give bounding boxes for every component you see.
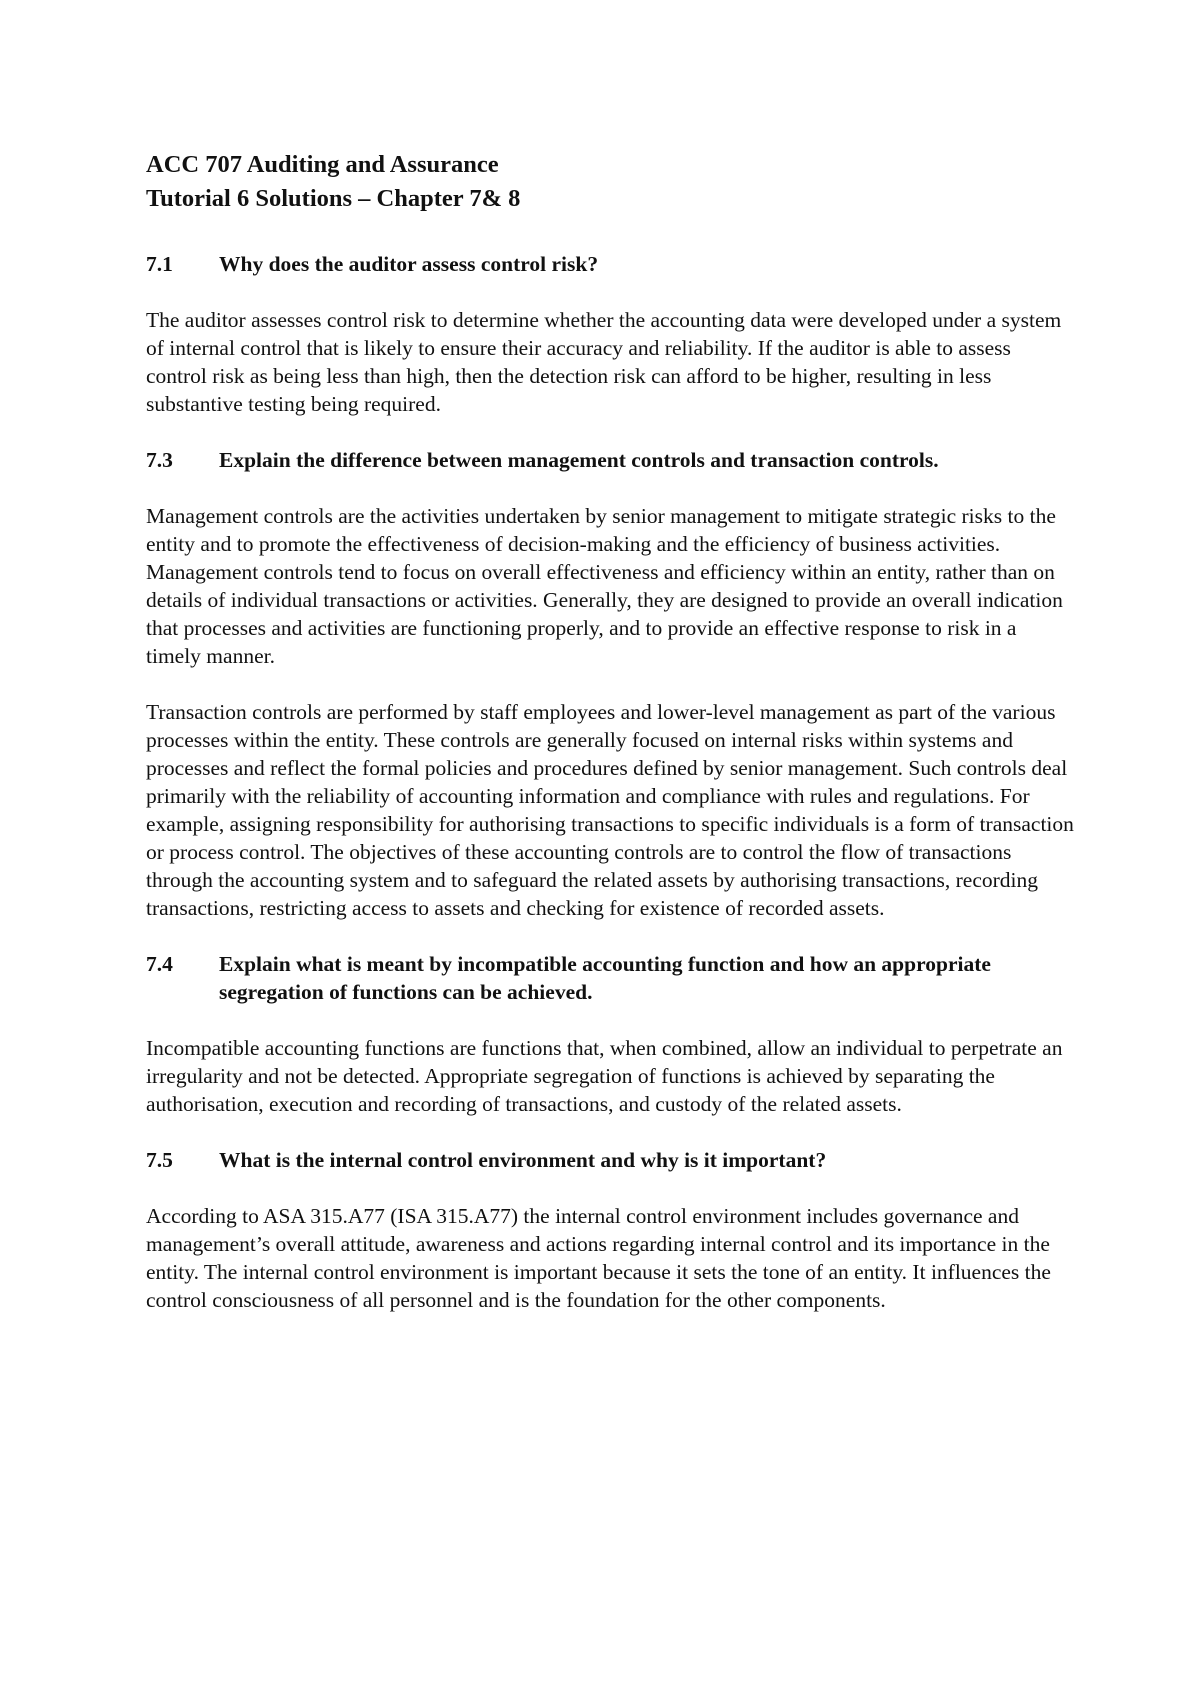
answer-paragraph: Incompatible accounting functions are functions that, when combined, allow an individual to perpetrate an irregularity and not be detected. Appropriate segregation of functions is achieved by separating the authorisation, execution and recording of transactions, and custody of the related assets.: [146, 1036, 1063, 1116]
section-7-3: [146, 446, 1076, 922]
question-text: Explain the difference between management controls and transaction controls.: [219, 448, 939, 472]
document-page: [146, 148, 1076, 1314]
question-heading: [146, 250, 1076, 278]
document-header: [146, 148, 1076, 216]
section-7-1: [146, 250, 1076, 418]
question-number: 7.4: [146, 952, 173, 976]
question-number: 7.1: [146, 252, 173, 276]
document-title: ACC 707 Auditing and Assurance: [146, 151, 499, 178]
question-number: 7.5: [146, 1148, 173, 1172]
answer-paragraph: Transaction controls are performed by staff employees and lower-level management as part of the various processes within the entity. These controls are generally focused on internal risks within systems and processes and reflect the formal policies and procedures defined by senior management. Such controls deal primarily with the reliability of accounting information and compliance with rules and regulations. For example, assigning responsibility for authorising transactions to specific individuals is a form of transaction or process control. The objectives of these accounting controls are to control the flow of transactions through the accounting system and to safeguard the related assets by authorising transactions, recording transactions, restricting access to assets and checking for existence of recorded assets.: [146, 700, 1074, 920]
section-7-4: [146, 950, 1076, 1118]
document-subtitle: Tutorial 6 Solutions – Chapter 7& 8: [146, 185, 521, 212]
question-text: Why does the auditor assess control risk?: [219, 252, 599, 276]
answer-paragraph: According to ASA 315.A77 (ISA 315.A77) the internal control environment includes governance and management’s overall attitude, awareness and actions regarding internal control and its importance in the entity. The internal control environment is important because it sets the tone of an entity. It influences the control consciousness of all personnel and is the foundation for the other components.: [146, 1204, 1051, 1312]
question-heading: [146, 446, 1076, 474]
section-7-5: [146, 1146, 1076, 1314]
answer-paragraph: The auditor assesses control risk to determine whether the accounting data were developed under a system of internal control that is likely to ensure their accuracy and reliability. If the auditor is able to assess control risk as being less than high, then the detection risk can afford to be higher, resulting in less substantive testing being required.: [146, 308, 1062, 416]
question-heading: [146, 1146, 1076, 1174]
question-text: What is the internal control environment and why is it important?: [219, 1148, 827, 1172]
question-text: Explain what is meant by incompatible accounting function and how an appropriate segregation of functions can be achieved.: [219, 952, 991, 1004]
question-number: 7.3: [146, 448, 173, 472]
answer-paragraph: Management controls are the activities undertaken by senior management to mitigate strategic risks to the entity and to promote the effectiveness of decision-making and the efficiency of business activities. Management controls tend to focus on overall effectiveness and efficiency within an entity, rather than on details of individual transactions or activities. Generally, they are designed to provide an overall indication that processes and activities are functioning properly, and to provide an effective response to risk in a timely manner.: [146, 504, 1063, 668]
question-heading: [146, 950, 1076, 1006]
